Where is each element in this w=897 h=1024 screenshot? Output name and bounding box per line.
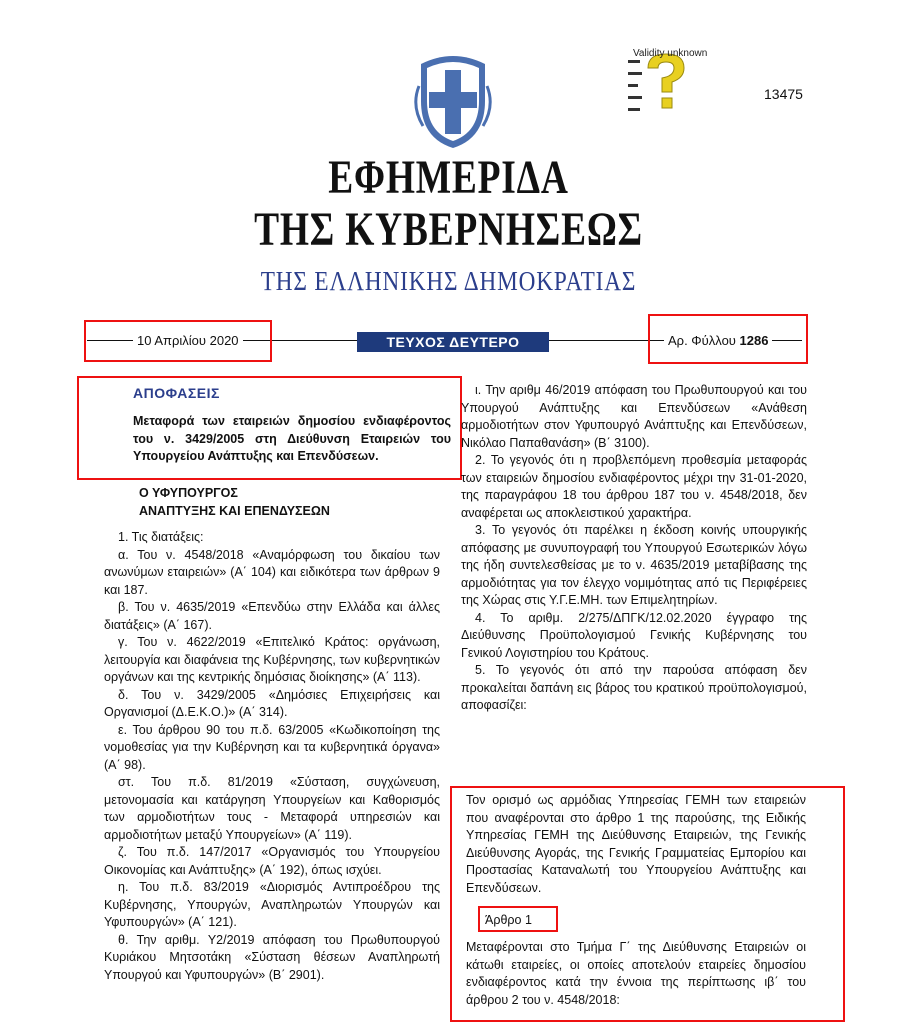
sheet-value: 1286: [739, 333, 769, 348]
provision-item: 4. Το αριθμ. 2/275/ΔΠΓΚ/12.02.2020 έγγραφο της Διεύθυνσης Προϋπολογισμού Γενικής Κυβέρνησης του Γενικού Λογιστηρίου του Κράτους.: [461, 610, 807, 660]
gazette-subtitle: ΤΗΣ ΕΛΛΗΝΙΚΗΣ ΔΗΜΟΚΡΑΤΙΑΣ: [260, 266, 637, 296]
provision-item: θ. Την αριθμ. Υ2/2019 απόφαση του Πρωθυπουργού Κυριάκου Μητσοτάκη «Σύσταση θέσεων Αναπληρωτή Υπουργού και Υφυπουργών» (Β΄ 2901).: [104, 932, 440, 982]
provision-item: β. Του ν. 4635/2019 «Επενδύω στην Ελλάδα και άλλες διατάξεις» (Α΄ 167).: [104, 600, 440, 632]
minister-heading: [139, 485, 459, 520]
right-body: [461, 382, 807, 715]
provision-item: η. Του π.δ. 83/2019 «Διορισμός Αντιπροέδρου της Κυβέρνησης, Υπουργών, Αναπληρωτών Υπουργών και Υφυπουργών» (Α΄ 121).: [104, 880, 440, 929]
highlight-date: [84, 320, 272, 362]
intro-paragraph: 1. Τις διατάξεις:: [118, 530, 204, 544]
gazette-title-line2: ΤΗΣ ΚΥΒΕΡΝΗΣΕΩΣ: [254, 203, 643, 256]
minister-line2: ΑΝΑΠΤΥΞΗΣ ΚΑΙ ΕΠΕΝΔΥΣΕΩΝ: [139, 503, 330, 518]
signature-validity-label: Validity unknown: [633, 48, 708, 59]
provision-item: γ. Του ν. 4622/2019 «Επιτελικό Κράτος: οργάνωση, λειτουργία και διαφάνεια της Κυβέρνησης, των κυβερνητικών οργάνων και της κεντρικής δημόσιας διοίκησης» (Α΄ 113).: [104, 635, 440, 684]
provision-item: α. Του ν. 4548/2018 «Αναμόρφωση του δικαίου των ανωνύμων εταιρειών» (Α΄ 104) και ειδικότερα των άρθρων 9 και 187.: [104, 547, 440, 597]
minister-line1: Ο ΥΦΥΠΟΥΡΓΟΣ: [139, 486, 238, 500]
provision-item: στ. Του π.δ. 81/2019 «Σύσταση, συγχώνευση, μετονομασία και κατάργηση Υπουργείων και Καθορισμός των αρμοδιοτήτων τους - Μεταφορά υπηρεσιών και αρμοδιοτήτων μεταξύ Υπουργείων» (Α΄ 119).: [104, 775, 440, 842]
decision-title: Μεταφορά των εταιρειών δημοσίου ενδιαφέροντος του ν. 3429/2005 στη Διεύθυνση Εταιρειών του Υπουργείου Ανάπτυξης και Επενδύσεων.: [133, 414, 451, 463]
article-text: Μεταφέρονται στο Τμήμα Γ΄ της Διεύθυνσης Εταιρειών οι κάτωθι εταιρείες, οι οποίες αποτελούν εταιρείες δημοσίου ενδιαφέροντος κατά την έννοια της περίπτωσης ιβ΄ του άρθρου 2 του ν. 4548/2018:: [466, 940, 806, 1007]
page-number: 13475: [764, 86, 803, 102]
provision-item: ε. Του άρθρου 90 του π.δ. 63/2005 «Κωδικοποίηση της νομοθεσίας για την Κυβέρνηση και τα κυβερνητικά όργανα» (Α΄ 98).: [104, 722, 440, 772]
highlight-sheet: [648, 314, 808, 364]
provision-item: δ. Του ν. 3429/2005 «Δημόσιες Επιχειρήσεις και Οργανισμοί (Δ.Ε.Κ.Ο.)» (Α΄ 314).: [104, 687, 440, 719]
gazette-title-line1: ΕΦΗΜΕΡΙΔΑ: [328, 151, 569, 204]
section-heading: ΑΠΟΦΑΣΕΙΣ: [133, 385, 220, 401]
greek-coat-of-arms-icon: [413, 46, 493, 151]
provision-item: ι. Την αριθμ 46/2019 απόφαση του Πρωθυπουργού και του Υπουργού Ανάπτυξης και Επενδύσεων «Ανάθεση αρμοδιοτήτων στον Υφυπουργό Ανάπτυξης και Επενδύσεων, Νικόλαο Παπαθανάση» (Β΄ 3100).: [461, 383, 807, 450]
issue-date: 10 Απριλίου 2020: [133, 333, 243, 348]
issue-badge: ΤΕΥΧΟΣ ΔΕΥΤΕΡΟ: [357, 332, 549, 352]
left-body: [104, 529, 440, 984]
provision-item: 2. Το γεγονός ότι η προβλεπόμενη προθεσμία μεταφοράς των εταιρειών δημοσίου ενδιαφέροντος μέχρι την 31-01-2020, της παραγράφου 18 του άρθρου 187 του ν. 4548/2018, δεν αναφέρεται ως αποκλειστικού χαρακτήρα.: [461, 453, 807, 520]
provision-item: 5. Το γεγονός ότι από την παρούσα απόφαση δεν προκαλείται δαπάνη εις βάρος του κρατικού προϋπολογισμού, αποφασίζει:: [461, 663, 807, 712]
provision-item: ζ. Του π.δ. 147/2017 «Οργανισμός του Υπουργείου Οικονομίας και Ανάπτυξης» (Α΄ 192), όπως ισχύει.: [104, 845, 440, 877]
provision-item: 3. Το γεγονός ότι παρέλκει η έκδοση κοινής υπουργικής απόφασης με συνυπογραφή του Υπουργού Εσωτερικών λόγω της ήδη συντελεσθείσας με το ν. 4635/2019 μεταβίβασης της αρμοδιότητας για τον έλεγχο νομιμότητας από τις Περιφέρειες της Χώρας στις Υ.Γ.Ε.ΜΗ. των Επιμελητηρίων.: [461, 523, 807, 607]
article-heading: Άρθρο 1: [485, 913, 532, 927]
sheet-label: Αρ. Φύλλου: [668, 333, 736, 348]
decision-text: Τον ορισμό ως αρμόδιας Υπηρεσίας ΓΕΜΗ των εταιρειών που αναφέρονται στο άρθρο 1 της παρούσης, της Ειδικής Υπηρεσίας ΓΕΜΗ της Διεύθυνσης Εταιρειών, της Γενικής Διεύθυνσης Αγοράς, της Γενικής Γραμματείας Εμπορίου και Προστασίας Καταναλωτή του Υπουργείου Ανάπτυξης και Επενδύσεων.: [466, 793, 806, 895]
